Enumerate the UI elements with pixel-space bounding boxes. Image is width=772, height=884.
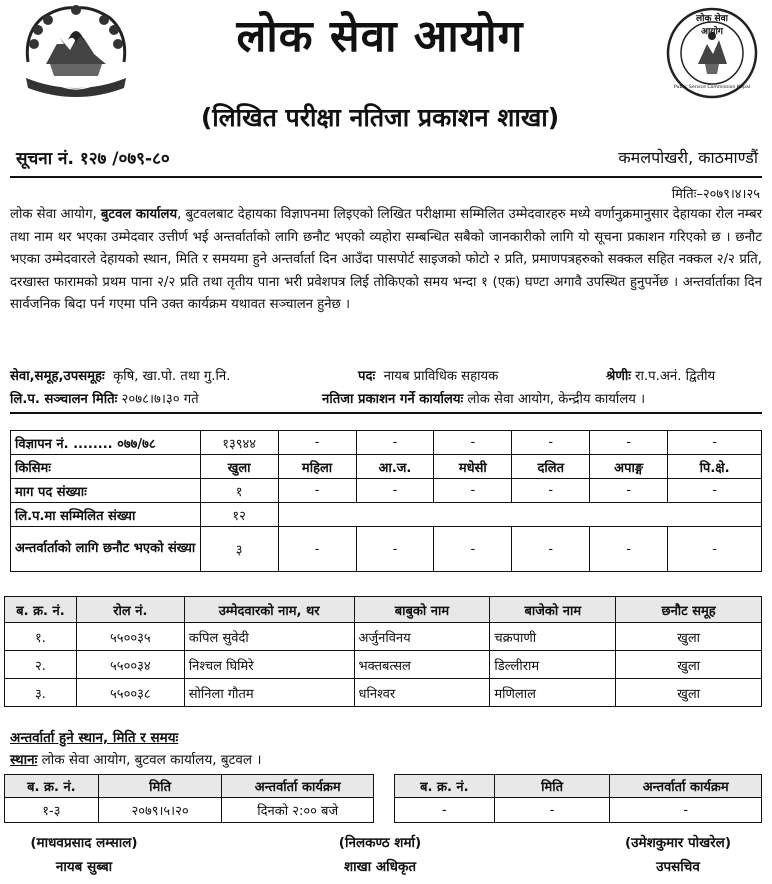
exam-date-value: २०७८।७।३० गते — [121, 392, 199, 407]
roll-cell: ५५००३८ — [76, 679, 184, 707]
table-cell: - — [668, 527, 762, 572]
exam-date-label: लि.प. सञ्चालन मितिः — [10, 392, 118, 407]
father-cell: धनिश्वर — [354, 679, 490, 707]
column-header: ब. क्र. नं. — [395, 775, 495, 798]
notice-date: मितिः–२०७९।४।२५ — [671, 187, 760, 202]
notice-paragraph — [10, 204, 762, 317]
table-cell: मधेसी — [434, 455, 512, 479]
column-header: रोल नं. — [76, 597, 184, 623]
table-header-row — [5, 597, 762, 623]
table-cell: - — [434, 431, 512, 455]
table-cell: - — [278, 527, 356, 572]
column-header: मिति — [98, 775, 222, 798]
table-header-row — [5, 775, 374, 798]
table-cell: महिला — [278, 455, 356, 479]
serial-cell: २. — [5, 651, 77, 679]
column-header: अन्तर्वार्ता कार्यक्रम — [222, 775, 374, 798]
ad-number-label: विज्ञापन नं. ........ ०७७/७८ — [11, 431, 201, 455]
seal-bottom-text: Public Service Commission Nepal — [673, 85, 751, 90]
signature-title: शाखा अधिकृत — [343, 859, 417, 875]
interview-heading: अन्तर्वार्ता हुने स्थान, मिति र समयः — [10, 730, 179, 746]
participants-label: लि.प.मा सम्मिलित संख्या — [11, 503, 201, 527]
table-row — [11, 503, 762, 527]
table-row — [11, 527, 762, 572]
column-header: बाजेको नाम — [490, 597, 616, 623]
table-row — [11, 455, 762, 479]
table-row — [5, 679, 762, 707]
column-header: ब. क्र. नं. — [5, 775, 99, 798]
table-cell: - — [278, 431, 356, 455]
serial-cell: ३. — [5, 679, 77, 707]
table-cell — [278, 503, 761, 527]
candidates-table — [4, 596, 762, 707]
signature-name: (माधवप्रसाद लम्साल) — [30, 835, 138, 851]
group-cell: खुला — [616, 679, 762, 707]
table-cell: - — [610, 798, 762, 823]
grandfather-cell: चक्रपाणी — [490, 623, 616, 651]
column-header: मिति — [494, 775, 610, 798]
table-cell: पि.क्षे. — [668, 455, 762, 479]
meta-divider — [10, 412, 762, 414]
table-cell: दिनको २:०० बजे — [222, 798, 374, 823]
table-cell: १२ — [200, 503, 278, 527]
post-label: पदः — [358, 369, 376, 384]
table-cell: - — [356, 527, 434, 572]
table-cell: - — [434, 527, 512, 572]
table-cell: १३९४४ — [200, 431, 278, 455]
table-cell: अपाङ्ग — [590, 455, 668, 479]
table-cell: २०७९।५।२० — [98, 798, 222, 823]
office-place: कमलपोखरी, काठमाण्डौं — [618, 148, 758, 167]
table-cell: - — [668, 431, 762, 455]
interview-schedule-right — [394, 774, 762, 823]
venue-value: लोक सेवा आयोग, बुटवल कार्यालय, बुटवल । — [37, 752, 262, 768]
table-cell: १-३ — [5, 798, 99, 823]
table-cell: - — [668, 479, 762, 503]
venue-label: स्थानः — [10, 752, 38, 768]
roll-cell: ५५००३४ — [76, 651, 184, 679]
table-cell: ३ — [200, 527, 278, 572]
exam-date-meta — [10, 389, 199, 407]
table-cell: आ.ज. — [356, 455, 434, 479]
table-cell: - — [356, 431, 434, 455]
header-divider — [10, 176, 762, 178]
table-cell: - — [512, 479, 590, 503]
paragraph-office: बुटवल कार्यालय — [100, 207, 178, 222]
venue-line — [10, 750, 261, 768]
serial-cell: १. — [5, 623, 77, 651]
table-row — [5, 623, 762, 651]
service-meta — [10, 366, 230, 384]
paragraph-part1: लोक सेवा आयोग, — [10, 207, 101, 222]
notice-number: सूचना नं. १२७ /०७९-८० — [16, 149, 170, 169]
table-row — [5, 798, 374, 823]
table-cell: - — [395, 798, 495, 823]
result-office-meta — [322, 389, 645, 407]
table-cell: - — [434, 479, 512, 503]
roll-cell: ५५००३५ — [76, 623, 184, 651]
psc-seal-icon — [665, 6, 759, 100]
signature-2 — [300, 833, 460, 875]
result-office-label: नतिजा प्रकाशन गर्ने कार्यालयः — [322, 392, 464, 407]
grade-value: रा.प.अनं. द्वितीय — [635, 369, 716, 384]
post-value: नायब प्राविधिक सहायक — [383, 369, 499, 384]
type-label: किसिमः — [11, 455, 201, 479]
signature-name: (उमेशकुमार पोखरेल) — [624, 835, 732, 851]
table-cell: १ — [200, 479, 278, 503]
table-cell: दलित — [512, 455, 590, 479]
table-cell: - — [494, 798, 610, 823]
signature-title: नायब सुब्बा — [55, 859, 113, 875]
table-header-row — [395, 775, 762, 798]
column-header: बाबुको नाम — [354, 597, 490, 623]
table-cell: खुला — [200, 455, 278, 479]
table-cell: - — [356, 479, 434, 503]
service-label: सेवा,समूह,उपसमूहः — [10, 369, 105, 384]
page-title: लोक सेवा आयोग — [236, 11, 524, 62]
table-cell: - — [512, 431, 590, 455]
service-value: कृषि, खा.पो. तथा गु.नि. — [113, 369, 231, 384]
interview-schedule-left — [4, 774, 374, 823]
advertisement-table — [10, 430, 762, 572]
grade-label: श्रेणीः — [606, 369, 631, 384]
table-cell: - — [278, 479, 356, 503]
group-cell: खुला — [616, 623, 762, 651]
demand-label: माग पद संख्याः — [11, 479, 201, 503]
name-cell: निश्चल घिमिरे — [184, 651, 354, 679]
paragraph-part2: , बुटवलबाट देहायका विज्ञापनमा लिइएको लिखित परीक्षामा सम्मिलित उम्मेदवारहरु मध्ये वर्णानुक्रमानुसार देहायका रोल नम्बर तथा नाम थर भएका उम्मेदवार उत्तीर्ण भई अन्तर्वार्ताको लागि छनौट भएको व्यहोरा सम्बन्धित सबैको जानकारीको लागि यो सूचना प्रकाशन गरिएको छ । छनौट भएका उम्मेदवारले देहायको स्थान, मिति र समयमा हुने अन्तर्वार्ता दिन आउँदा पासपोर्ट साइजको फोटो २ प्रति, प्रमाणपत्रहरुको सक्कल सहित नक्कल २/२ प्रति, दरखास्त फारामको प्रथम पाना २/२ प्रति तथा तृतीय पाना भरी प्रवेशपत्र लिई तोकिएको समय भन्दा १ (एक) घण्टा अगावै उपस्थित हुनुपर्नेछ । अन्तर्वार्ताका दिन सार्वजनिक बिदा पर्न गएमा पनि उक्त कार्यक्रम यथावत सञ्चालन हुनेछ । — [10, 207, 763, 313]
seal-top-text: लोक सेवा आयोग — [696, 14, 728, 37]
post-meta — [358, 366, 498, 384]
grandfather-cell: मणिलाल — [490, 679, 616, 707]
column-header: उम्मेदवारको नाम, थर — [184, 597, 354, 623]
signature-title: उपसचिव — [656, 859, 700, 875]
column-header: अन्तर्वार्ता कार्यक्रम — [610, 775, 762, 798]
father-cell: अर्जुनविनय — [354, 623, 490, 651]
result-office-value: लोक सेवा आयोग, केन्द्रीय कार्यालय । — [467, 392, 646, 407]
table-cell: - — [590, 479, 668, 503]
signature-3 — [588, 833, 768, 875]
signature-1 — [4, 833, 164, 875]
column-header: ब. क्र. नं. — [5, 597, 77, 623]
table-row — [5, 651, 762, 679]
group-cell: खुला — [616, 651, 762, 679]
table-row — [11, 431, 762, 455]
table-row — [11, 479, 762, 503]
grandfather-cell: डिल्लीराम — [490, 651, 616, 679]
table-cell: - — [590, 431, 668, 455]
shortlisted-label: अन्तर्वार्ताको लागि छनौट भएको संख्या — [11, 527, 201, 572]
page-subtitle: (लिखित परीक्षा नतिजा प्रकाशन शाखा) — [200, 103, 560, 132]
father-cell: भक्तबत्सल — [354, 651, 490, 679]
name-cell: कपिल सुवेदी — [184, 623, 354, 651]
table-row — [395, 798, 762, 823]
column-header: छनौट समूह — [616, 597, 762, 623]
table-cell: - — [590, 527, 668, 572]
nepal-emblem-icon — [20, 4, 132, 104]
signature-name: (निलकण्ठ शर्मा) — [338, 835, 422, 851]
name-cell: सोनिला गौतम — [184, 679, 354, 707]
grade-meta — [606, 366, 715, 384]
table-cell: - — [512, 527, 590, 572]
